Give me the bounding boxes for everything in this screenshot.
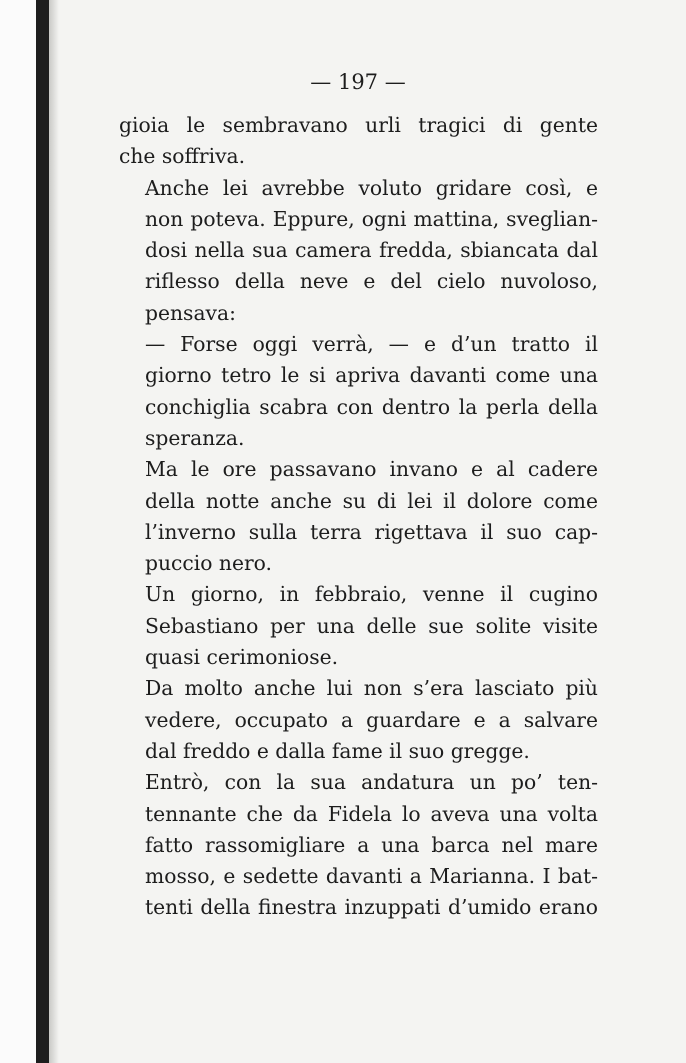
text-line: che soffriva. — [119, 144, 246, 169]
text-line: quasi cerimoniose. — [145, 645, 339, 670]
text-line: Anche lei avrebbe voluto gridare così, e — [145, 175, 598, 200]
text-line: Da molto anche lui non s’era lasciato più — [145, 676, 598, 701]
page-margin-edge — [0, 0, 36, 1063]
text-line: non poteva. Eppure, ogni mattina, sveglian- — [145, 206, 598, 231]
text-line: tenti della finestra inzuppati d’umido erano — [145, 895, 598, 920]
text-line: vedere, occupato a guardare e a salvare — [145, 707, 598, 732]
text-line: giorno tetro le si apriva davanti come una — [145, 363, 598, 388]
paragraph — [119, 173, 598, 329]
text-line: dosi nella sua camera fredda, sbiancata dal — [145, 238, 598, 263]
text-line: speranza. — [145, 425, 245, 450]
body-text — [119, 110, 598, 924]
text-line: pensava: — [145, 300, 236, 325]
text-line: — Forse oggi verrà, — e d’un tratto il — [145, 332, 598, 357]
text-line: conchiglia scabra con dentro la perla della — [145, 394, 598, 419]
paragraph — [119, 454, 598, 579]
text-line: riflesso della neve e del cielo nuvoloso, — [145, 269, 598, 294]
paragraph — [119, 673, 598, 767]
paragraph — [119, 767, 598, 923]
text-line: della notte anche su di lei il dolore come — [145, 488, 598, 513]
text-line: Ma le ore passavano invano e al cadere — [145, 457, 598, 482]
text-line: fatto rassomigliare a una barca nel mare — [145, 832, 598, 857]
gutter-shading — [49, 0, 59, 1063]
book-spine-shadow — [36, 0, 49, 1063]
text-line: puccio nero. — [145, 551, 272, 576]
text-line: Entrò, con la sua andatura un po’ ten- — [145, 770, 598, 795]
text-line: dal freddo e dalla fame il suo gregge. — [145, 738, 530, 763]
text-line: gioia le sembravano urli tragici di gente — [119, 113, 598, 137]
text-line: Sebastiano per una delle sue solite visite — [145, 613, 598, 638]
page-number: — 197 — — [310, 70, 406, 94]
paragraph — [119, 110, 598, 173]
text-line: Un giorno, in febbraio, venne il cugino — [145, 582, 598, 607]
paragraph — [119, 579, 598, 673]
text-line: l’inverno sulla terra rigettava il suo cap- — [145, 519, 598, 544]
text-line: mosso, e sedette davanti a Marianna. I bat- — [145, 864, 598, 889]
text-line: tennante che da Fidela lo aveva una volta — [145, 801, 598, 826]
paragraph — [119, 329, 598, 454]
